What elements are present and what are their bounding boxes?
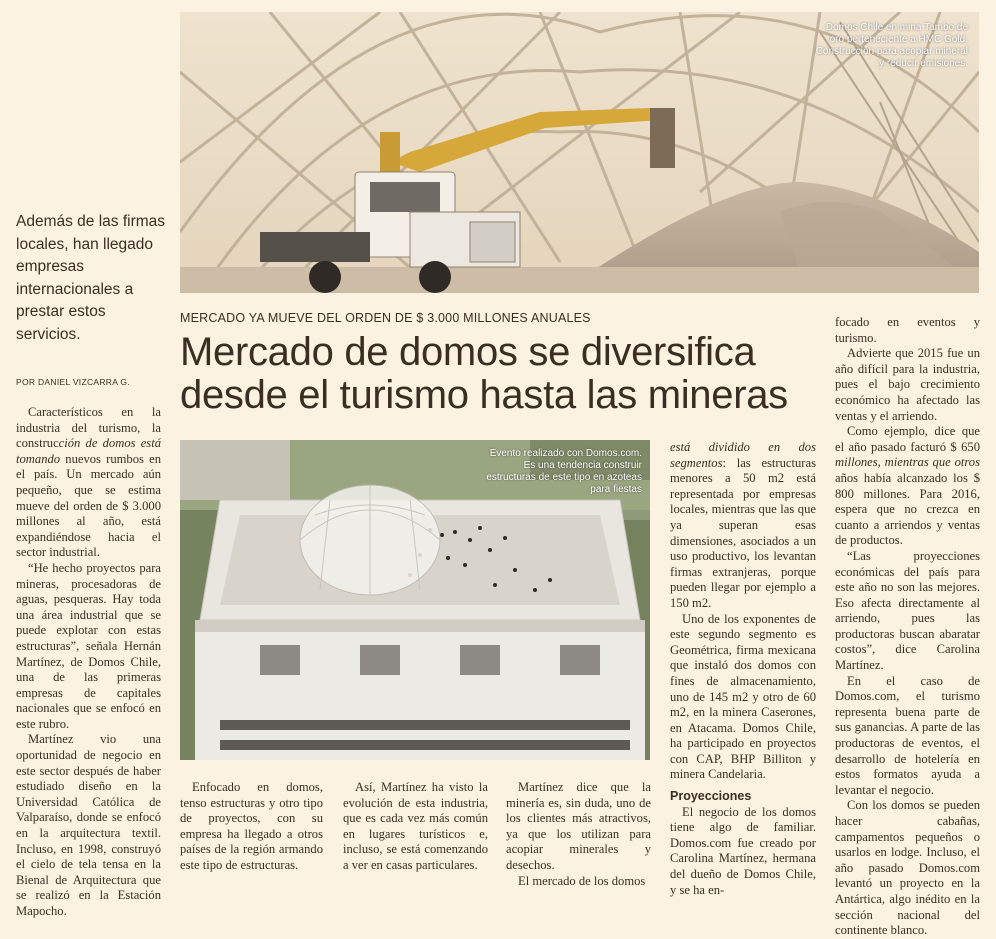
article-column-3: Así, Martínez ha visto la evolución de esta industria, que es cada vez más común en lugares turísticos e, incluso, se está comenzando a ver en casas particulares. [343,780,488,872]
subhead-proyecciones: Proyecciones [670,789,752,804]
rooftop-photo-caption: Evento realizado con Domos.com. Es una tendencia construir estructuras de este tipo en azoteas para fiestas [486,448,642,495]
article-column-2: Enfocado en domos, tenso estructuras y otro tipo de proyectos, con su empresa ha llegado a otros países de la región armando este tipo de estructuras. [180,780,323,872]
article-column-4: Martínez dice que la minería es, sin duda, uno de los clientes más atractivos, ya que los utilizan para acopiar minerales y desechos. El mercado de los domos [506,780,651,888]
pull-quote: Además de las firmas locales, han llegado empresas internacionales a prestar estos servicios. [16,213,166,343]
kicker: MERCADO YA MUEVE DEL ORDEN DE $ 3.000 MILLONES ANUALES [180,311,591,325]
mining-photo-caption: Domos Chile en mina Tambo de oro perteneciente a HMC Gold. Construcción para acopiar mineral y reducir emisiones. [815,22,968,69]
article-column-6: focado en eventos y turismo. Advierte que 2015 fue un año difícil para la industria, pues el bajo crecimiento económico ha afectado las ventas y el arriendo. Como ejemplo, dice que el año pasado facturó $ 650 millones, mientras que otros años había alcanzado los $ 800 millones. Para 2016, espera que no crezca en cuanto a arriendos y ventas de productos. “Las proyecciones económicas del país para este año no son las mejores. Eso afecta directamente al arriendo, pues las productoras buscan abaratar costos”, dice Carolina Martínez. En el caso de Domos.com, el turismo representa buena parte de sus ganancias. A parte de las productoras de eventos, el desarrollo de hotelería en estos formatos ayuda a levantar el negocio. Con los domos se pueden hacer cabañas, campamentos pequeños o usarlos en lodge. Incluso, el año pasado Domos.com levantó un proyecto en la Antártica, algo inédito en la sección nacional del continente blanco. [835,315,980,938]
byline: POR DANIEL VIZCARRA G. [16,377,130,387]
article-column-5: está dividido en dos segmentos: las estructuras menores a 50 m2 está representada por empresas locales, mientras que las que ya superan esas dimensiones, asociados a un uso productivo, los levantan firmas extranjeras, porque pueden llegar por ejemplo a 150 m2. Uno de los exponentes de este segundo segmento es Geométrica, firma mexicana que instaló dos domos con fines de almacenamiento, uno de 145 m2 y otro de 60 m2, en la minera Caserones, en Atacama. Domos Chile, ha participado en proyectos con CAP, BHP Billiton y minera Candelaria. Proyecciones El negocio de los domos tiene algo de familiar. Domos.com fue creado por Carolina Martínez, hermana del dueño de Domos Chile, y se ha en- [670,440,816,897]
headline: Mercado de domos se diversifica desde el turismo hasta las mineras [180,330,788,417]
article-column-1: Característicos en la industria del turismo, la construcción de domos está tomando nuevos rumbos en el país. Un mercado aún pequeño, que se estima mueve del orden de $ 3.000 millones al año, está expandiéndose hacia el sector industrial. “He hecho proyectos para mineras, procesadoras de aguas, pesqueras. Hay toda una área industrial que se puede explotar con estas estructuras”, señala Hernán Martínez, de Domos Chile, una de las primeras empresas de capitales nacionales que se enfocó en este rubro. Martínez vio una oportunidad de negocio en este sector después de haber estudiado diseño en la Universidad Católica de Valparaíso, donde se enfocó en la arquitectura textil. Incluso, en 1998, construyó el cielo de tela tensa en la Bienal de Arquitectura que se realizó en la Estación Mapocho. [16,405,161,918]
